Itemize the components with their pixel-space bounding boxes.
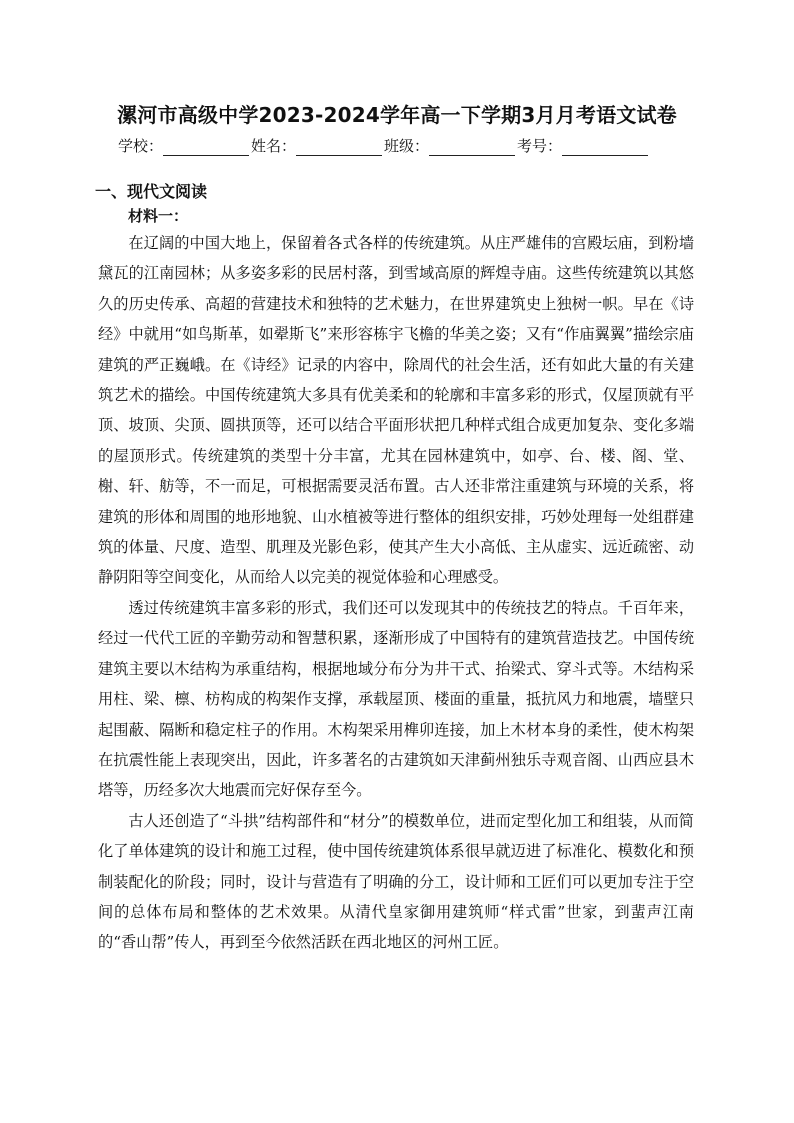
name-field (251, 136, 384, 156)
reading-passage (98, 228, 694, 958)
school-field (118, 136, 251, 156)
exam-number-label: 考号： (517, 137, 563, 155)
class-label: 班级： (384, 137, 430, 155)
section-heading: 一、现代文阅读 (95, 182, 208, 201)
exam-title: 漯河市高级中学2023-2024学年高一下学期3月月考语文试卷 (117, 103, 677, 127)
paragraph-1: 在辽阔的中国大地上，保留着各式各样的传统建筑。从庄严雄伟的宫殿坛庙，到粉墙黛瓦的江南园林；从多姿多彩的民居村落，到雪域高原的辉煌寺庙。这些传统建筑以其悠久的历史传承、高超的营建技术和独特的艺术魅力，在世界建筑史上独树一帜。早在《诗经》中就用“如鸟斯革，如翚斯飞”来形容栋宇飞檐的华美之姿；又有“作庙翼翼”描绘宗庙建筑的严正巍峨。在《诗经》记录的内容中，除周代的社会生活，还有如此大量的有关建筑艺术的描绘。中国传统建筑大多具有优美柔和的轮廓和丰富多彩的形式，仅屋顶就有平顶、坡顶、尖顶、圆拱顶等，还可以结合平面形状把几种样式组合成更加复杂、变化多端的屋顶形式。传统建筑的类型十分丰富，尤其在园林建筑中，如亭、台、楼、阁、堂、榭、轩、舫等，不一而足，可根据需要灵活布置。古人还非常注重建筑与环境的关系，将建筑的形体和周围的地形地貌、山水植被等进行整体的组织安排，巧妙处理每一处组群建筑的体量、尺度、造型、肌理及光影色彩，使其产生大小高低、主从虚实、远近疏密、动静阴阳等空间变化，从而给人以完美的视觉体验和心理感受。 (98, 234, 694, 587)
school-blank (163, 139, 249, 156)
material-label: 材料一： (128, 207, 189, 225)
paragraph-3: 古人还创造了“斗拱”结构部件和“材分”的模数单位，进而定型化加工和组装，从而简化了单体建筑的设计和施工过程，使中国传统建筑体系很早就迈进了标准化、模数化和预制装配化的阶段；同时，设计与营造有了明确的分工，设计师和工匠们可以更加专注于空间的总体布局和整体的艺术效果。从清代皇家御用建筑师“样式雷”世家，到蜚声江南的“香山帮”传人，再到至今依然活跃在西北地区的河州工匠。 (98, 811, 694, 952)
class-field (384, 136, 517, 156)
exam-number-field (517, 136, 650, 156)
name-blank (296, 139, 382, 156)
school-label: 学校： (118, 137, 164, 155)
name-label: 姓名： (251, 137, 297, 155)
class-blank (429, 139, 515, 156)
paragraph-2: 透过传统建筑丰富多彩的形式，我们还可以发现其中的传统技艺的特点。千百年来，经过一代代工匠的辛勤劳动和智慧积累，逐渐形成了中国特有的建筑营造技艺。中国传统建筑主要以木结构为承重结构，根据地域分布分为井干式、抬梁式、穿斗式等。木结构采用柱、梁、檩、枋构成的构架作支撑，承载屋顶、楼面的重量，抵抗风力和地震，墙壁只起围蔽、隔断和稳定柱子的作用。木构架采用榫卯连接，加上木材本身的柔性，使木构架在抗震性能上表现突出，因此，许多著名的古建筑如天津蓟州独乐寺观音阁、山西应县木塔等，历经多次大地震而完好保存至今。 (98, 598, 694, 800)
exam-number-blank (562, 139, 648, 156)
student-info-row (118, 134, 678, 156)
